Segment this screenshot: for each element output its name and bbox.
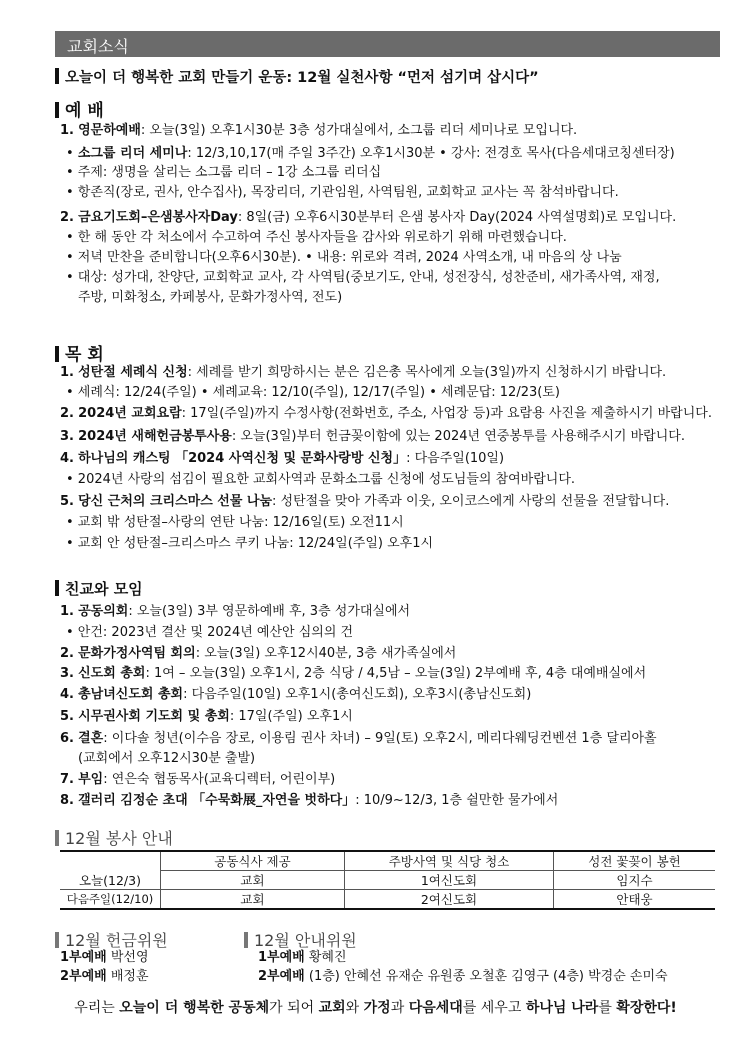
table-cell: 안태웅 — [554, 890, 716, 910]
pastoral-heading — [55, 340, 104, 365]
section-bar — [244, 932, 248, 948]
table-header-row — [60, 851, 715, 871]
pastoral-item-5-sub-1: • 교회 밖 성탄절–사랑의 연탄 나눔: 12/16일(토) 오전11시 — [66, 515, 404, 530]
news-title: 교회소식 — [67, 37, 129, 56]
table-row — [60, 871, 715, 890]
section-bar — [55, 932, 59, 948]
section-bar — [55, 830, 59, 846]
worship-item-2-sub-2: • 저녁 만찬을 준비합니다(오후6시30분). • 내용: 위로와 격려, 2024 사역소개, 내 마음의 상 나눔 — [66, 250, 622, 265]
offering-title: 12월 헌금위원 — [65, 931, 168, 950]
section-bar — [55, 68, 59, 84]
worship-item-1-topic: • 주제: 생명을 살리는 소그룹 리더 – 1강 소그룹 리더십 — [66, 165, 382, 180]
table-cell: 오늘(12/3) — [60, 871, 161, 890]
offering-row-2: 2부예배 배정훈 — [60, 969, 149, 984]
service-title: 12월 봉사 안내 — [65, 829, 173, 848]
fellowship-item-1: 1. 공동의회: 오늘(3일) 3부 영문하예배 후, 3층 성가대실에서 — [60, 604, 411, 619]
service-heading — [55, 826, 173, 849]
table-header-cell: 성전 꽃꽂이 봉헌 — [554, 851, 716, 871]
fellowship-item-1-sub: • 안건: 2023년 결산 및 2024년 예산안 심의의 건 — [66, 625, 354, 640]
section-bar — [55, 346, 59, 362]
fellowship-item-2: 2. 문화가정사역팀 회의: 오늘(3일) 오후12시40분, 3층 새가족실에서 — [60, 646, 457, 661]
motto-line — [55, 66, 539, 87]
fellowship-item-8: 8. 갤러리 김정순 초대 「수묵화展_자연을 벗하다」: 10/9~12/3, 1층 쉴만한 물가에서 — [60, 793, 559, 808]
table-cell: 교회 — [161, 890, 345, 910]
section-bar — [55, 580, 59, 596]
table-cell: 2여신도회 — [345, 890, 554, 910]
pastoral-item-1: 1. 성탄절 세례식 신청: 세례를 받기 희망하시는 분은 김은총 목사에게 오늘(3일)까지 신청하시기 바랍니다. — [60, 365, 667, 380]
offering-row-1: 1부예배 박선영 — [60, 950, 149, 965]
table-header-cell: 공동식사 제공 — [161, 851, 345, 871]
pastoral-item-1-sub: • 세례식: 12/24(주일) • 세례교육: 12/10(주일), 12/17(주일) • 세례문답: 12/23(토) — [66, 385, 560, 400]
worship-item-1-note: • 항존직(장로, 권사, 안수집사), 목장리더, 기관임원, 사역팀원, 교회학교 교사는 꼭 참석바랍니다. — [66, 185, 619, 200]
table-cell: 다음주일(12/10) — [60, 890, 161, 910]
pastoral-item-4: 4. 하나님의 캐스팅 「2024 사역신청 및 문화사랑방 신청」: 다음주일(10일) — [60, 451, 505, 466]
offering-heading — [55, 928, 168, 951]
slogan: 우리는 오늘이 더 행복한 공동체가 되어 교회와 가정과 다음세대를 세우고 하나님 나라를 확장한다! — [74, 1000, 677, 1016]
fellowship-item-3: 3. 신도회 총회: 1여 – 오늘(3일) 오후1시, 2층 식당 / 4,5남 – 오늘(3일) 2부예배 후, 4층 대예배실에서 — [60, 666, 647, 681]
news-header — [55, 31, 720, 57]
pastoral-item-4-sub: • 2024년 사랑의 섬김이 필요한 교회사역과 문화소그룹 신청에 성도님들의 참여바랍니다. — [66, 472, 576, 487]
table-cell: 교회 — [161, 871, 345, 890]
motto-text: 오늘이 더 행복한 교회 만들기 운동: 12월 실천사항 “먼저 섬기며 삽시다” — [65, 70, 539, 86]
fellowship-item-6-cont: (교회에서 오후12시30분 출발) — [78, 751, 256, 766]
fellowship-item-5: 5. 시무권사회 기도회 및 총회: 17일(주일) 오후1시 — [60, 709, 353, 724]
fellowship-item-7: 7. 부임: 연은숙 협동목사(교육디렉터, 어린이부) — [60, 772, 336, 787]
pastoral-title: 목 회 — [65, 345, 104, 365]
usher-row-2: 2부예배 (1층) 안혜선 유재순 유원종 오철훈 김영구 (4층) 박경순 손미숙 — [258, 969, 668, 984]
worship-heading — [55, 96, 104, 121]
service-table — [60, 850, 715, 910]
table-header-cell — [60, 851, 161, 871]
usher-title: 12월 안내위원 — [254, 931, 357, 950]
fellowship-title: 친교와 모임 — [65, 580, 143, 598]
worship-item-1: 1. 영문하예배: 오늘(3일) 오후1시30분 3층 성가대실에서, 소그룹 리더 세미나로 모입니다. — [60, 123, 578, 138]
section-bar — [55, 102, 59, 118]
fellowship-item-4: 4. 총남녀신도회 총회: 다음주일(10일) 오후1시(총여신도회), 오후3시(총남신도회) — [60, 687, 532, 702]
usher-row-1: 1부예배 황혜진 — [258, 950, 347, 965]
table-header-cell: 주방사역 및 식당 청소 — [345, 851, 554, 871]
table-cell: 1여신도회 — [345, 871, 554, 890]
pastoral-item-3: 3. 2024년 새해헌금봉투사용: 오늘(3일)부터 헌금꽂이함에 있는 2024년 연중봉투를 사용해주시기 바랍니다. — [60, 429, 685, 444]
pastoral-item-5: 5. 당신 근처의 크리스마스 선물 나눔: 성탄절을 맞아 가족과 이웃, 오이코스에게 사랑의 선물을 전달합니다. — [60, 494, 670, 509]
usher-heading — [244, 928, 357, 951]
pastoral-item-5-sub-2: • 교회 안 성탄절–크리스마스 쿠키 나눔: 12/24일(주일) 오후1시 — [66, 536, 434, 551]
worship-title: 예 배 — [65, 101, 104, 121]
table-cell: 임지수 — [554, 871, 716, 890]
table-row — [60, 890, 715, 910]
fellowship-heading — [55, 578, 143, 599]
pastoral-item-2: 2. 2024년 교회요람: 17일(주일)까지 수정사항(전화번호, 주소, 사업장 등)과 요람용 사진을 제출하시기 바랍니다. — [60, 406, 712, 421]
worship-item-2-sub-3: • 대상: 성가대, 찬양단, 교회학교 교사, 각 사역팀(중보기도, 안내, 성전장식, 성찬준비, 새가족사역, 재정, — [66, 270, 660, 285]
worship-item-2-sub-3-cont: 주방, 미화청소, 카페봉사, 문화가정사역, 전도) — [78, 290, 343, 305]
worship-item-2-sub-1: • 한 해 동안 각 처소에서 수고하여 주신 봉사자들을 감사와 위로하기 위해 마련했습니다. — [66, 230, 567, 245]
worship-item-2: 2. 금요기도회–은샘봉사자Day: 8일(금) 오후6시30분부터 은샘 봉사자 Day(2024 사역설명회)로 모입니다. — [60, 210, 677, 225]
fellowship-item-6: 6. 결혼: 이다솔 청년(이수음 장로, 이용림 권사 차녀) – 9일(토) 오후2시, 메리다웨딩컨벤션 1층 달리아홀 — [60, 731, 657, 746]
worship-item-1-sub: • 소그룹 리더 세미나: 12/3,10,17(매 주일 3주간) 오후1시30분 • 강사: 전경호 목사(다음세대코칭센터장) — [66, 146, 675, 161]
